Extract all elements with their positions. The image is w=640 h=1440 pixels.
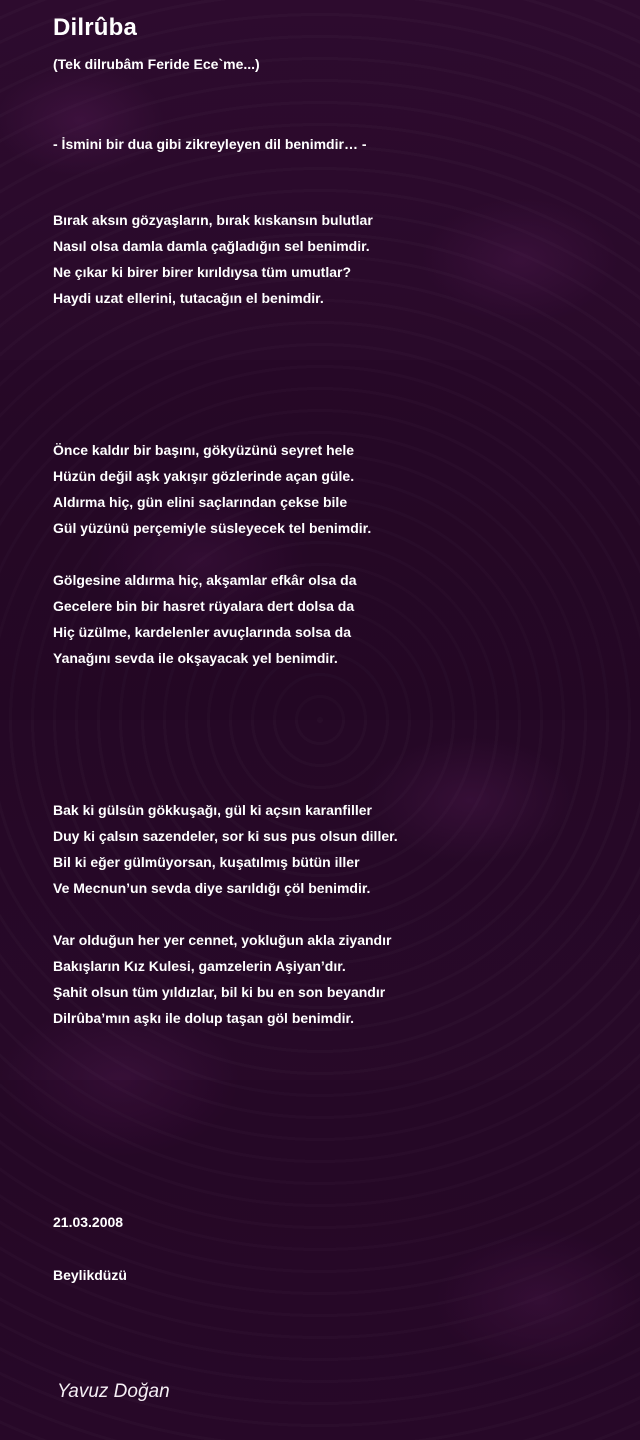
poem-stanza-1 (53, 207, 373, 311)
poem-line: Ve Mecnun’un sevda diye sarıldığı çöl benimdir. (53, 880, 371, 896)
poem-date: 21.03.2008 (53, 1214, 124, 1230)
poem-epigraph: - İsmini bir dua gibi zikreyleyen dil benimdir… - (53, 136, 367, 152)
poem-line: Ne çıkar ki birer birer kırıldıysa tüm umutlar? (53, 264, 351, 280)
author-name: Yavuz Doğan (57, 1381, 170, 1402)
poem-dedication: (Tek dilrubâm Feride Ece`me...) (53, 56, 260, 72)
poem-line: Bakışların Kız Kulesi, gamzelerin Aşiyan’dır. (53, 958, 346, 974)
poem-line: Gecelere bin bir hasret rüyalara dert dolsa da (53, 598, 355, 614)
poem-stanza-4 (53, 797, 398, 901)
poem-line: Dilrûba’mın aşkı ile dolup taşan göl benimdir. (53, 1010, 355, 1026)
poem-line: Önce kaldır bir başını, gökyüzünü seyret hele (53, 442, 355, 458)
poem-line: Hüzün değil aşk yakışır gözlerinde açan güle. (53, 468, 355, 484)
poem-line: Var olduğun her yer cennet, yokluğun akla ziyandır (53, 932, 392, 948)
poem-line: Yanağını sevda ile okşayacak yel benimdir. (53, 650, 338, 666)
poem-stanza-5 (53, 927, 391, 1031)
poem-line: Aldırma hiç, gün elini saçlarından çekse bile (53, 494, 348, 510)
poem-line: Bil ki eğer gülmüyorsan, kuşatılmış bütün iller (53, 854, 360, 870)
poem-place: Beylikdüzü (53, 1267, 127, 1283)
poem-line: Şahit olsun tüm yıldızlar, bil ki bu en son beyandır (53, 984, 386, 1000)
poem-line: Duy ki çalsın sazendeler, sor ki sus pus olsun diller. (53, 828, 398, 844)
poem-line: Haydi uzat ellerini, tutacağın el benimdir. (53, 290, 324, 306)
poem-line: Gül yüzünü perçemiyle süsleyecek tel benimdir. (53, 520, 372, 536)
poem-line: Nasıl olsa damla damla çağladığın sel benimdir. (53, 238, 370, 254)
poem-line: Gölgesine aldırma hiç, akşamlar efkâr olsa da (53, 572, 357, 588)
poem-stanza-3 (53, 567, 356, 671)
poem-title: Dilrûba (53, 14, 138, 41)
poem-line: Bak ki gülsün gökkuşağı, gül ki açsın karanfiller (53, 802, 372, 818)
poem-line: Hiç üzülme, kardelenler avuçlarında solsa da (53, 624, 352, 640)
poem-line: Bırak aksın gözyaşların, bırak kıskansın bulutlar (53, 212, 373, 228)
poem-stanza-2 (53, 437, 371, 541)
